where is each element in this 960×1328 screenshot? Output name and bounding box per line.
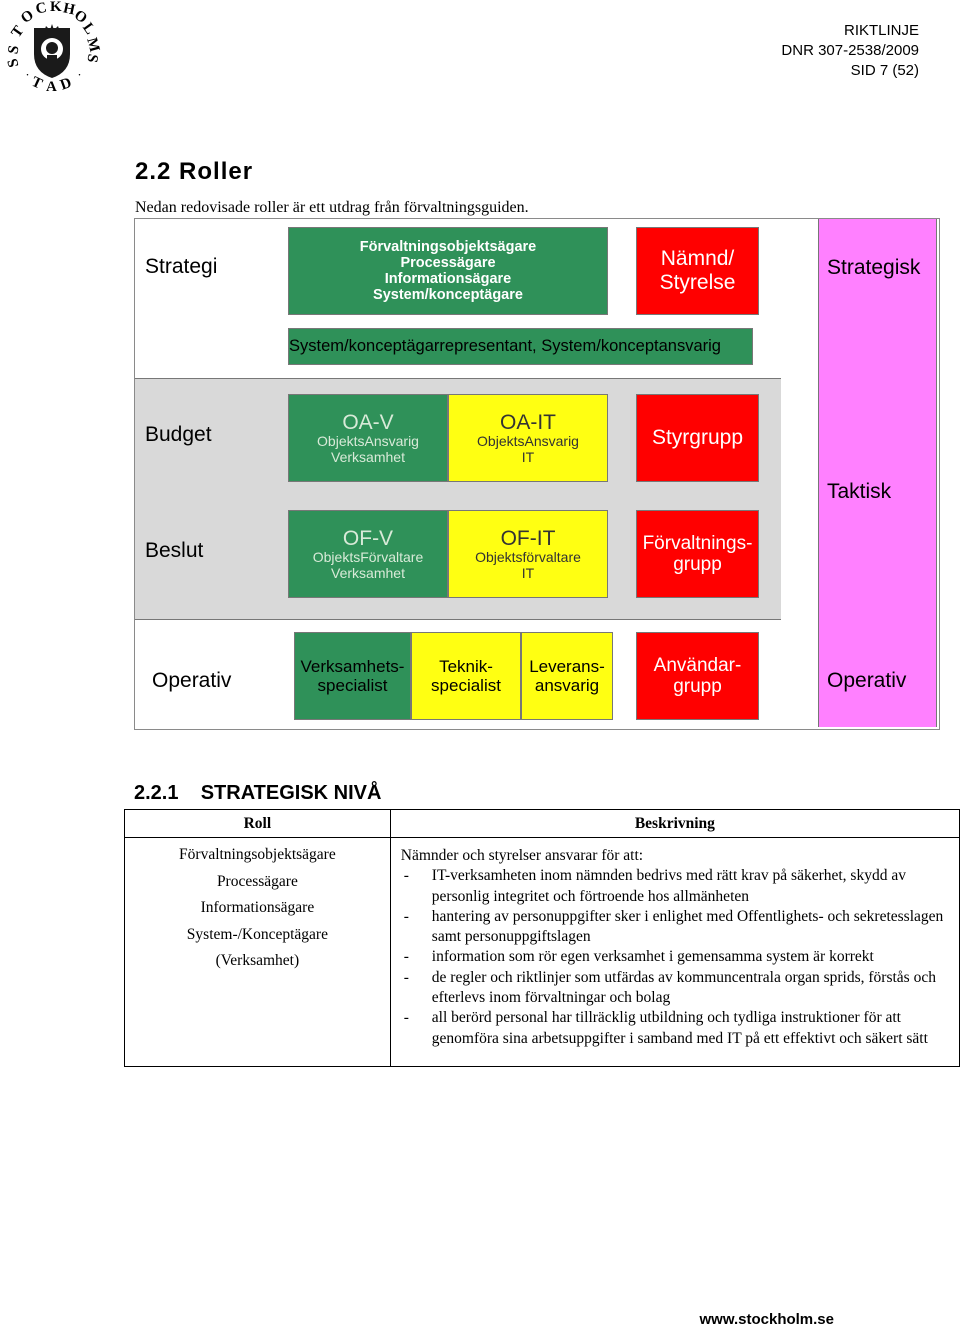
table-row <box>125 838 960 1067</box>
header-beskrivning: Beskrivning <box>390 810 959 838</box>
svg-text:S: S <box>83 52 101 64</box>
namnd-styrelse-box: Nämnd/ Styrelse <box>636 227 759 315</box>
doc-type: RIKTLINJE <box>843 22 919 39</box>
page-number: SID 7 (52) <box>850 62 919 79</box>
list-item: - de regler och riktlinjer som utfärdas av kommuncentrala organ sprids, förstås och efterlevs inom förvaltningar och bolag <box>401 968 959 1009</box>
section-intro: Nedan redovisade roller är ett utdrag från förvaltningsguiden. <box>135 199 529 216</box>
table-header-row <box>125 810 960 838</box>
oa-v-box: OA-V ObjektsAnsvarig Verksamhet <box>288 394 448 482</box>
svg-text:M: M <box>83 36 103 54</box>
owners-box: Förvaltningsobjektsägare Processägare Informationsägare System/konceptägare <box>288 227 608 315</box>
label-budget: Budget <box>145 423 212 446</box>
list-item: - hantering av personuppgifter sker i enlighet med Offentlighets- och sekretesslagen samt personuppgiftslagen <box>401 907 959 948</box>
roles-cell <box>125 838 391 1067</box>
forvaltningsgrupp-box: Förvaltnings- grupp <box>636 510 759 598</box>
svg-text:A: A <box>46 79 57 95</box>
role-item: System-/Konceptägare <box>186 925 328 943</box>
svg-text:C: C <box>34 0 49 18</box>
svg-text:O: O <box>71 7 90 27</box>
label-taktisk: Taktisk <box>827 480 892 503</box>
subsection-title: 2.2.1 STRATEGISK NIVÅ <box>134 782 382 804</box>
representant-box: System/konceptägarrepresentant, System/konceptansvarig <box>288 328 753 365</box>
svg-text:D: D <box>58 74 74 94</box>
roles-diagram <box>134 218 940 730</box>
svg-text:T: T <box>28 73 45 93</box>
leveransansvarig-box: Leverans- ansvarig <box>521 632 613 720</box>
stockholms-stad-logo <box>4 0 103 95</box>
label-beslut: Beslut <box>145 539 204 562</box>
list-item: - all berörd personal har tillräcklig utbildning och tydliga instruktioner för att genomföra sina arbetsuppgifter i samband med IT på ett effektivt och säkert sätt <box>401 1008 959 1049</box>
description-list <box>401 866 959 1049</box>
label-operativ-left: Operativ <box>152 669 232 692</box>
svg-text:S: S <box>4 56 23 69</box>
description-lead: Nämnder och styrelser ansvarar för att: <box>400 847 644 864</box>
roles-table <box>124 809 960 1067</box>
section-title: 2.2 Roller <box>135 158 254 185</box>
document-number: DNR 307-2538/2009 <box>781 42 919 59</box>
label-operativ-right: Operativ <box>827 669 907 692</box>
list-item: - information som rör egen verksamhet i gemensamma system är korrekt <box>401 947 959 967</box>
header-roll: Roll <box>125 810 391 838</box>
role-item: Informationsägare <box>200 899 315 916</box>
svg-text:·: · <box>26 70 30 80</box>
role-item: Processägare <box>216 872 298 890</box>
svg-text:K: K <box>50 0 62 15</box>
label-strategi: Strategi <box>145 255 218 278</box>
svg-text:T: T <box>8 23 28 41</box>
role-item: (Verksamhet) <box>215 952 300 969</box>
list-item: - IT-verksamheten inom nämnden bedrivs med rätt krav på säkerhet, skydd av personlig integritet och förtroende hos allmänheten <box>401 866 959 907</box>
svg-text:·: · <box>78 70 82 80</box>
level-column <box>818 219 937 727</box>
svg-text:H: H <box>61 0 77 19</box>
svg-text:O: O <box>18 7 37 27</box>
of-it-box: OF-IT Objektsförvaltare IT <box>448 510 608 598</box>
role-item: Förvaltningsobjektsägare <box>179 846 336 863</box>
footer-url[interactable]: www.stockholm.se <box>699 1311 834 1328</box>
styrgrupp-box: Styrgrupp <box>636 394 759 482</box>
svg-text:S: S <box>5 44 23 56</box>
label-strategisk: Strategisk <box>827 256 921 279</box>
verksamhetsspecialist-box: Verksamhets- specialist <box>294 632 411 720</box>
teknikspecialist-box: Teknik- specialist <box>411 632 521 720</box>
description-cell <box>390 838 959 1067</box>
of-v-box: OF-V ObjektsFörvaltare Verksamhet <box>288 510 448 598</box>
oa-it-box: OA-IT ObjektsAnsvarig IT <box>448 394 608 482</box>
svg-text:L: L <box>79 20 99 38</box>
anvandargrupp-box: Användar- grupp <box>636 632 759 720</box>
